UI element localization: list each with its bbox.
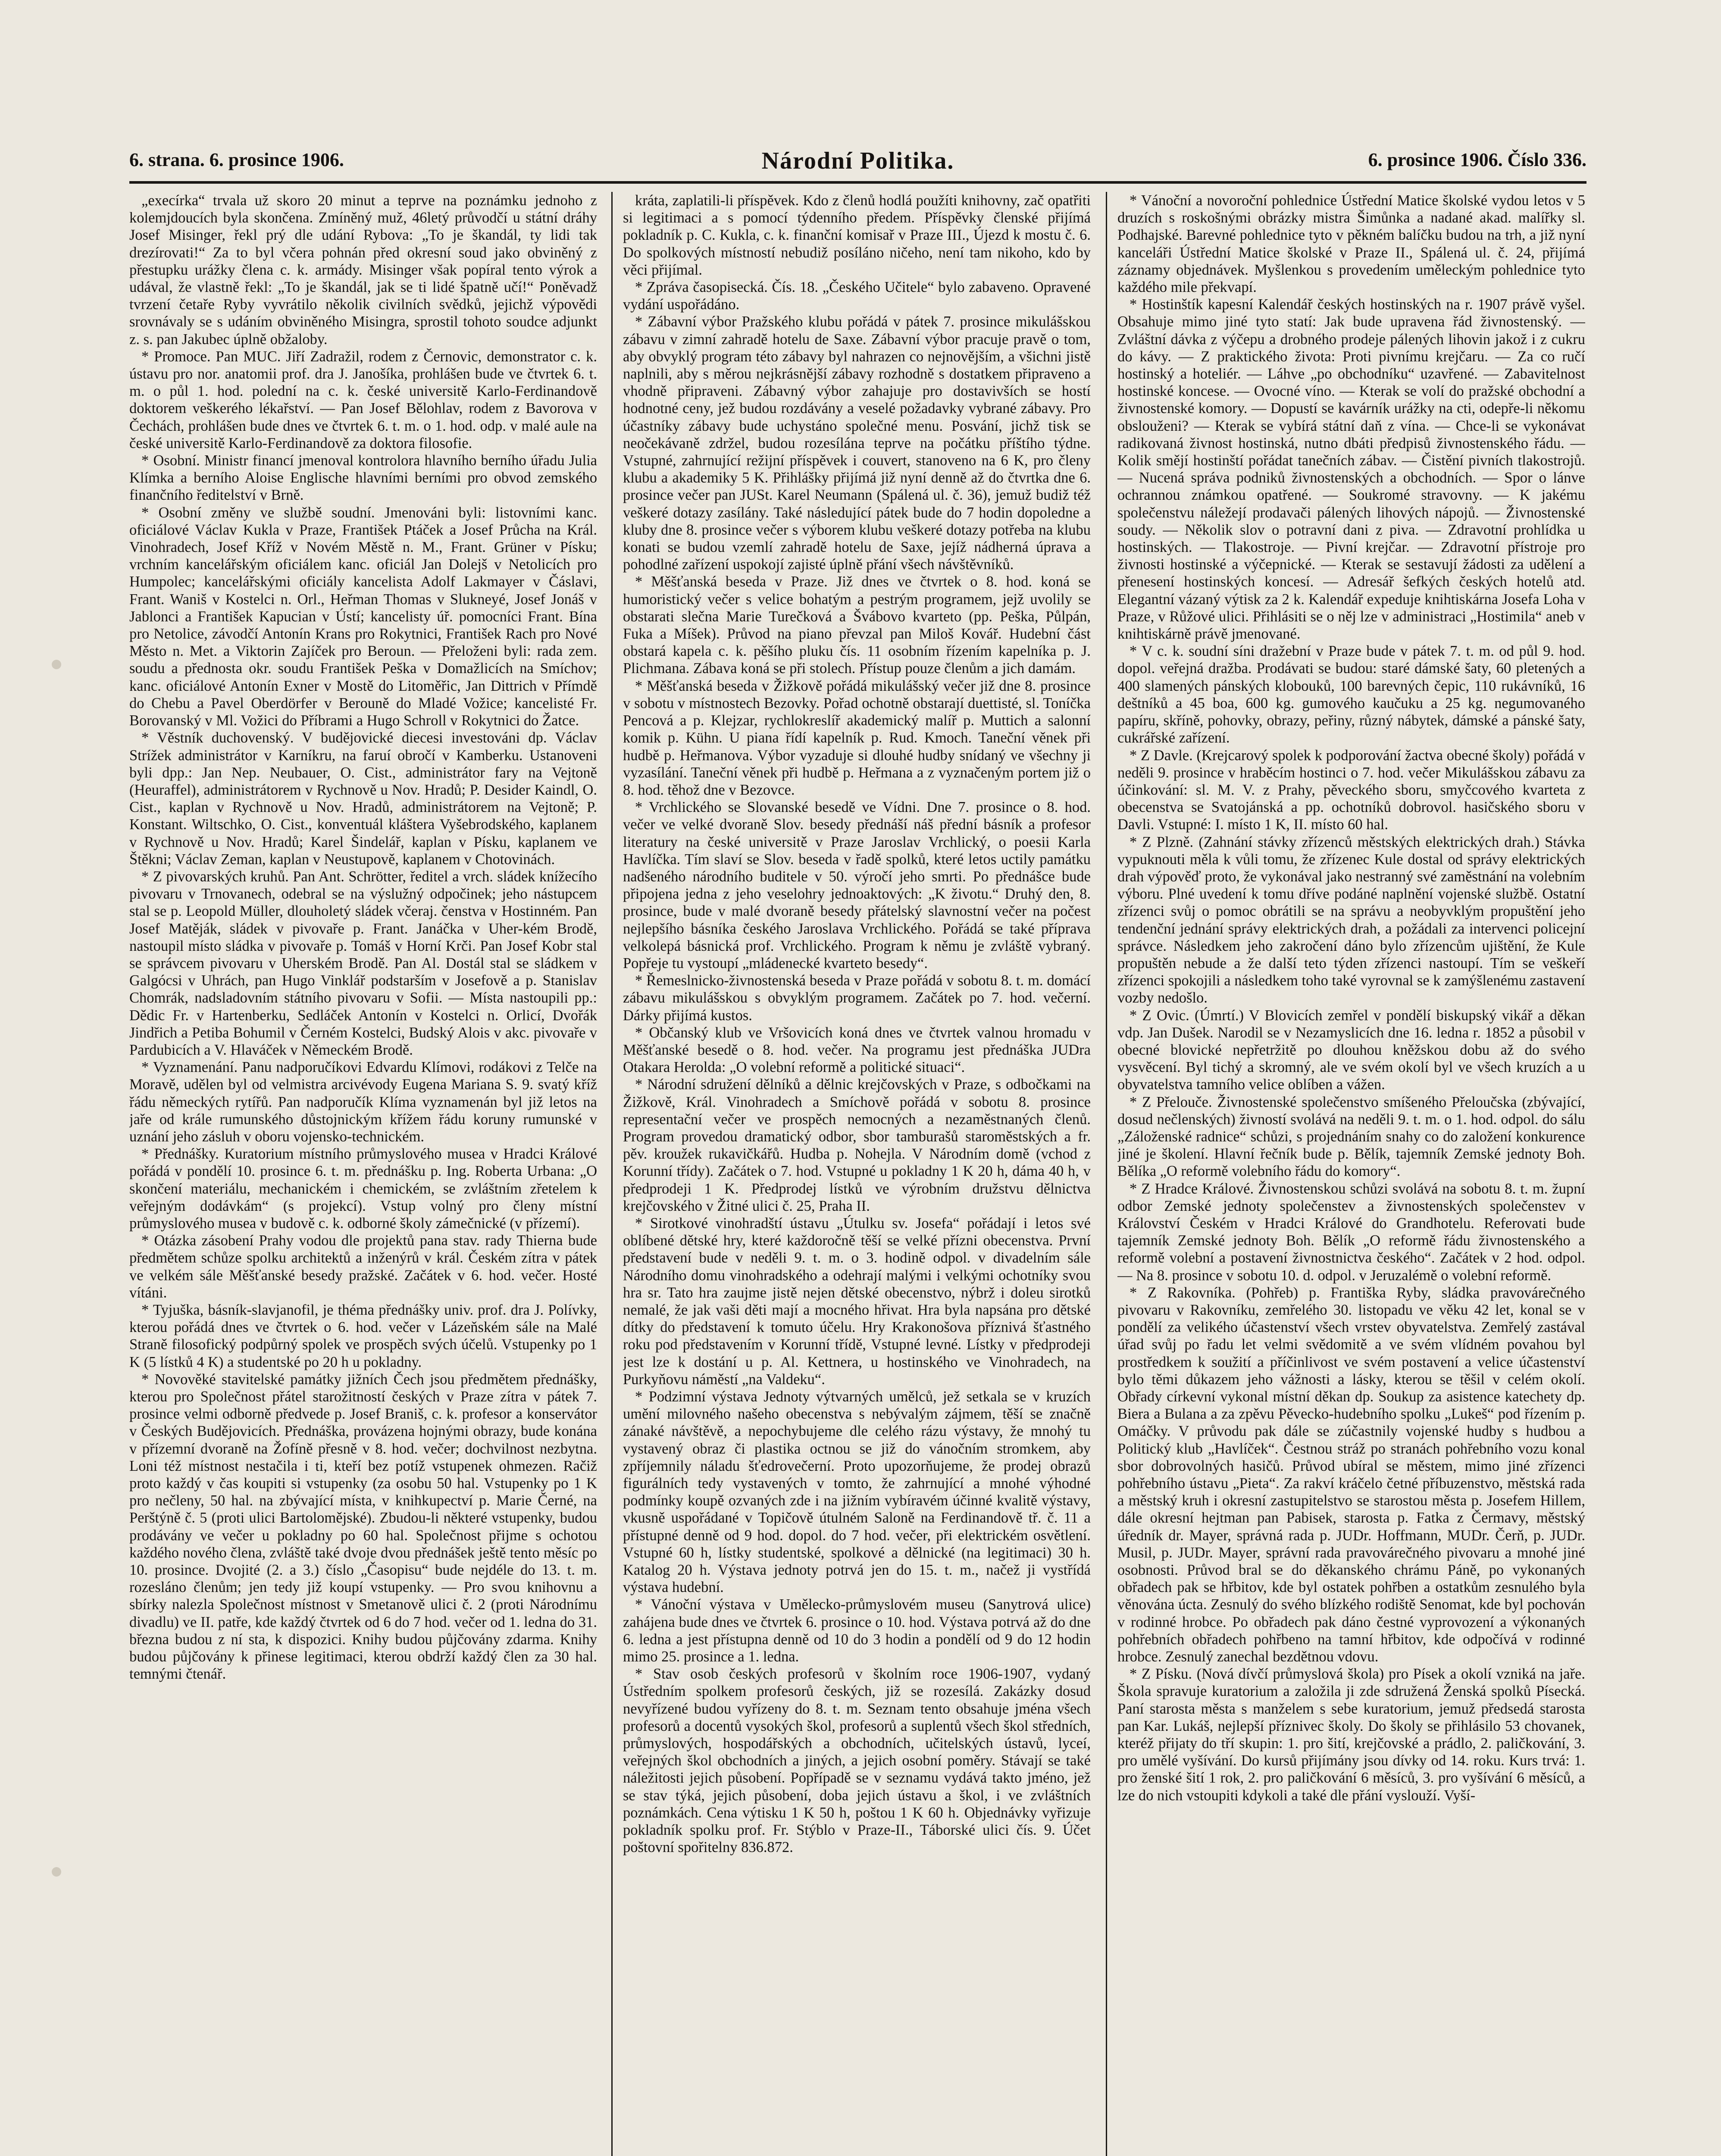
- article-paragraph: * Z Davle. (Krejcarový spolek k podporování žactva obecné školy) pořádá v neděli 9. prosince v hraběcím hostinci o 7. hod. večer Mikulášskou zábavu za účinkování: sl. M. V. z Prahy, pěveckého sboru, smyčcového kvarteta z obecenstva se Svatojánská a pp. ochotníků dobrovol. hasičského sboru v Davli. Vstupné: I. místo 1 K, II. místo 60 hal.: [1117, 747, 1585, 833]
- article-paragraph: kráta, zaplatili-li příspěvek. Kdo z členů hodlá použíti knihovny, zač opatřiti si legitimaci a s pomocí týdenního předem. Příspěvky členské přijímá pokladník p. C. Kukla, c. k. finanční komisař v Praze III., Újezd k mostu č. 6. Do spolkových místností nebudiž posíláno ničeho, není tam nikoho, kdo by věci přijímal.: [623, 192, 1091, 278]
- column-divider: [611, 192, 613, 2156]
- article-paragraph: * Z Ovic. (Úmrtí.) V Blovicích zemřel v pondělí biskupský vikář a děkan vdp. Jan Dušek. Narodil se v Nezamyslicích dne 16. ledna r. 1852 a působil v obecné blovické nepřetržitě po dlouhou kněžskou dobu až do svého vysvěcení. Byl tichý a skromný, ale ve svém okolí byl ve všech kruzích a u obyvatelstva tamního velice oblíben a vážen.: [1117, 1007, 1585, 1093]
- page-header: [129, 149, 1586, 179]
- article-paragraph: * Z Hradce Králové. Živnostenskou schůzi svolává na sobotu 8. t. m. župní odbor Zemské jednoty společenstev a živnostenských společenstev v Království Českém v Hradci Králové do Grandhotelu. Referovati bude tajemník Zemské jednoty Boh. Bělík „O reformě řádu živnostenského a reformě volební a postavení živnostnictva českého“. Začátek v 2 hod. odpol. — Na 8. prosince v sobotu 10. d. odpol. v Jeruzalémě o volební reformě.: [1117, 1180, 1585, 1284]
- article-paragraph: „execírka“ trvala už skoro 20 minut a teprve na poznámku jednoho z kolemjdoucích byla skončena. Zmíněný muž, 46letý průvodčí u státní dráhy Josef Misinger, řekl prý dle udání Rybova: „To je škandál, ty lidi tak drezírovati!“ Za to byl včera pohnán před okresní soud jako obviněný z přestupku urážky člena c. k. armády. Misinger však popíral tento výrok a udával, že vlastně řekl: „To je škandál, jak se ti lidé špatně učí!“ Poněvadž tvrzení četaře Ryby vyvrátilo několik civilních svědků, jejichž výpovědi srovnávaly se s udáním obviněného Misingra, sprostil tohoto soudce adjunkt z. s. pan Jakubec úplně obžaloby.: [129, 192, 597, 348]
- column-divider: [1106, 192, 1107, 2156]
- article-paragraph: * Z Rakovníka. (Pohřeb) p. Františka Ryby, sládka pravovárečného pivovaru v Rakovníku, zemřelého 30. listopadu ve věku 42 let, konal se v pondělí za velikého účastenství všech vrstev obyvatelstva. Zemřelý zastával úřad svůj po řadu let velmi svědomitě a ve svém vlídném povahou byl prostředkem k soužití a příčinlivost ve svém postavení a velice účastenství bylo těmi důkazem jeho vážnosti a lásky, kterou se těšil v celém okolí. Obřady církevní vykonal místní děkan dp. Soukup za asistence katechety dp. Biera a Bulana a za zpěvu Pěvecko-hudebního spolku „Lukeš“ pod řízením p. Omáčky. V průvodu pak dále se zúčastnily vojenské hudby s hudbou a Politický klub „Havlíček“. Čestnou stráž po stranách pohřebního vozu konal sbor dobrovolných hasičů. Průvod ubíral se městem, mimo jiné zřízenci pohřebního ústavu „Pieta“. Za rakví kráčelo četné příbuzenstvo, městská rada a městský kruh i okresní zastupitelstvo se starostou města p. Josefem Hillem, dále okresní hejtman pan Pabisek, starosta p. Fatka z Čermavy, městský úředník dr. Mayer, správná rada p. JUDr. Hoffmann, MUDr. Čerň, p. JUDr. Musil, p. JUDr. Mayer, správní rada pravovárečného pivovaru a mnohé jiné osobnosti. Průvod bral se do děkanského chrámu Páně, po vykonaných obřadech pak se hřbitov, kde byl ostatek pohřben a ostatkům zesnulého byla věnována úcta. Zesnulý do svého blízkého rodiště Senomat, kde byl pochován v rodinné hrobce. Po obřadech pak dáno čestné vyprovození a výkonaných pohřebních obřadech pohřbeno na tamní hřbitov, kde odpočívá v rodinné hrobce. Zesnulý zanechal bezdětnou vdovu.: [1117, 1284, 1585, 1665]
- article-paragraph: * Občanský klub ve Vršovicích koná dnes ve čtvrtek valnou hromadu v Měšťanské besedě o 8. hod. večer. Na programu jest přednáška JUDra Otakara Herolda: „O volební reformě a politické situaci“.: [623, 1024, 1091, 1076]
- article-paragraph: * Osobní. Ministr financí jmenoval kontrolora hlavního berního úřadu Julia Klímka a berního Aloise Englische hlavními berními pro obvod zemského finančního ředitelství v Brně.: [129, 452, 597, 504]
- article-paragraph: * Tyjuška, básník-slavjanofil, je théma přednášky univ. prof. dra J. Polívky, kterou pořádá dnes ve čtvrtek o 6. hod. večer v Lázeňském sále na Malé Straně filosofický podpůrný spolek ve prospěch svých účelů. Vstupenky po 1 K (5 lístků 4 K) a studentské po 20 h u pokladny.: [129, 1302, 597, 1370]
- issue-date-number: 6. prosince 1906. Číslo 336.: [1368, 149, 1586, 170]
- article-paragraph: * Osobní změny ve službě soudní. Jmenováni byli: listovními kanc. oficiálové Václav Kukla v Praze, František Ptáček a Josef Průcha na Král. Vinohradech, Josef Kříž v Novém Městě n. M., Frant. Grüner v Písku; vrchním kancelářským oficiálem kanc. oficiál Jan Dolejš v Netolicích pro Humpolec; kancelářskými oficiály kancelista Adolf Lakmayer v Čáslavi, Frant. Waniš v Kostelci n. Orl., Heřman Thomas v Slukneyé, Josef Jonáš v Jablonci a František Kapucian v Ústí; kancelisty úř. pomocníci Frant. Bína pro Netolice, závodčí Antonín Krans pro Rokytnici, František Rach pro Nové Město n. Met. a Viktorin Zajíček pro Beroun. — Přeloženi byli: rada zem. soudu a přednosta okr. soudu František Peška v Domažlicích na Smíchov; kanc. oficiálové Antonín Exner v Mostě do Litoměřic, Jan Dittrich v Přímdě do Chebu a Pavel Oberdörfer v Berouně do Mladé Vožice; kancelisté Fr. Borovanský v Ml. Vožici do Příbrami a Hugo Schroll v Rokytnici do Žatce.: [129, 504, 597, 729]
- article-paragraph: * Z pivovarských kruhů. Pan Ant. Schrötter, ředitel a vrch. sládek knížecího pivovaru v Trnovanech, odebral se na výslužný odpočinek; jeho nástupcem stal se p. Leopold Müller, dlouholetý sládek včeraj. čenstva v Hostinném. Pan Josef Matěják, sládek v pivovaře p. Frant. Janáčka v Uher-kém Brodě, nastoupil místo sládka v pivovaře p. Tomáš v Horní Krči. Pan Josef Kobr stal se správcem pivovaru v Uherském Brodě. Pan Al. Dostál stal se sládkem v Galgócsi v Uhrách, pan Hugo Vinklář podstarším v Josefově a p. Stanislav Chomrák, nadsladovním státního pivovaru v Sofii. — Místa nastoupili pp.: Dědic Fr. v Hartenberku, Sedláček Antonín v Kostelci n. Orlicí, Dvořák Jindřich a Petiba Bohumil v Černém Kostelci, Budský Alois v akc. pivovaře v Pardubicích a V. Hlaváček v Německém Brodě.: [129, 868, 597, 1058]
- article-paragraph: * V c. k. soudní síni dražební v Praze bude v pátek 7. t. m. od půl 9. hod. dopol. veřejná dražba. Prodávati se budou: staré dámské šaty, 60 pletených a 400 slamených pánských klobouků, 100 barevných čepic, 110 rukávníků, 16 deštníků a 45 boa, 600 kg. gumového kaučuku a 25 kg. negumovaného papíru, skříně, pohovky, obrazy, peřiny, různý nábytek, dámské a pánské šaty, cukrářské zařízení.: [1117, 643, 1585, 746]
- article-paragraph: * Otázka zásobení Prahy vodou dle projektů pana stav. rady Thierna bude předmětem schůze spolku architektů a inženýrů v král. Českém zítra v pátek ve velkém sále Měšťanské besedy pražské. Začátek v 6. hod. večer. Hosté vítáni.: [129, 1232, 597, 1301]
- binding-hole: [52, 1867, 61, 1877]
- article-paragraph: * Stav osob českých profesorů v školním roce 1906-1907, vydaný Ústředním spolkem profesorů českých, již se rozesílá. Zakázky dosud nevyřízené budou vyřízeny do 8. t. m. Seznam tento obsahuje jména všech profesorů a docentů vysokých škol, profesorů a suplentů všech škol středních, průmyslových, hospodářských a obchodních, učitelských ústavů, lyceí, veřejných škol obchodních a jiných, a jejich osobní poměry. Stávají se také náležitosti jejich působení. Popřípadě se v seznamu vydává takto jméno, jež se stav týká, jejich působení, doba jejich ústavu a škol, i ve zvláštních poznámkách. Cena výtisku 1 K 50 h, poštou 1 K 60 h. Objednávky vyřizuje pokladník spolku prof. Fr. Stýblo v Praze-II., Táborské ulici čís. 9. Účet poštovní spořitelny 836.872.: [623, 1666, 1091, 1856]
- article-paragraph: * Zábavní výbor Pražského klubu pořádá v pátek 7. prosince mikulášskou zábavu v zimní zahradě hotelu de Saxe. Zábavní výbor pracuje pravě o tom, aby obvyklý program této zábavy byl nahrazen co nejnovějším, a všichni jistě naplnili, aby s měrou nejkrásnější zábavy rozhodně s dostatkem připraveno a vhodně připraveni. Zábavný výbor zahajuje pro dostavivších se hostí hodnotné ceny, jež budou rozdávány a veselé požadavky vybrané zábavy. Pro účastníky zábavy bude uchystáno společné menu. Posvání, jichž tisk se neočekávaně zdržel, budou rozesílána teprve na počátku příštího týdne. Vstupné, zahrnující režijní příspěvek i couvert, stanoveno na 6 K, pro členy klubu a akademiky 5 K. Přihlášky přijímá již nyní denně až do čtvrtka dne 6. prosince večer pan JUSt. Karel Neumann (Spálená ul. č. 36), jemuž budiž též veškeré dotazy zasílány. Také následující pátek bude do 7 hodin dopoledne a kluby dne 8. prosince večer s výborem klubu veškeré dotazy potřeba na klubu konati se budou vzemlí zahradě hotelu de Saxe, jejíž nádherná úprava a pohodlné zařízení uspokojí zajisté úplně přání všech návštěvníků.: [623, 313, 1091, 573]
- article-paragraph: * Z Písku. (Nová dívčí průmyslová škola) pro Písek a okolí vzniká na jaře. Škola spravuje kuratorium a založila ji zde sdružená Ženská spolků Písecká. Paní starosta města s manželem s sebe kuratorium, jemuž předsedá starosta pan Kar. Lukáš, nejlepší příznivec školy. Do školy se přihlásilo 53 chovanek, kteréž přijaty do tří skupin: 1. pro šití, krejčovské a prádlo, 2. paličkování, 3. pro umělé vyšívání. Do kursů přijímány jsou dívky od 14. roku. Kurs trvá: 1. pro ženské šití 1 rok, 2. pro paličkování 6 měsíců, 3. pro vyšívání 6 měsíců, a lze do nich vstoupiti kdykoli a také dle přání vyslouží. Vyší-: [1117, 1666, 1585, 1804]
- binding-hole: [52, 660, 61, 669]
- text-column-3: [1117, 192, 1585, 2156]
- article-paragraph: * Vrchlického se Slovanské besedě ve Vídni. Dne 7. prosince o 8. hod. večer ve velké dvoraně Slov. besedy přednáší náš přední básník a profesor literatury na české universitě v Praze Jaroslav Vrchlický, o poesii Karla Havlíčka. Tím slaví se Slov. beseda v řadě spolků, které letos uctily památku nadšeného národního buditele v 50. výročí jeho smrti. Po přednášce bude připojena jedna z jeho veselohry jednoaktových: „K životu.“ Druhý den, 8. prosince, bude v malé dvoraně besedy přátelský slavnostní večer na počest nejlepšího básníka českého Jaroslava Vrchlického. Pořádá se také příprava velkolepá básnická prof. Vrchlického. Program k němu je zvláště vybraný. Popřeje tu vystoupí „mládenecké kvarteto besedy“.: [623, 799, 1091, 971]
- article-paragraph: * Věstník duchovenský. V budějovické diecesi investováni dp. Václav Strížek administrátor v Karníkru, na faruí obročí v Kamberku. Ustanoveni byli dpp.: Jan Nep. Neubauer, O. Cist., administrátor fary na Vejtoně (Heuraffel), administrátorem v Rychnově u Nov. Hradů; P. Desider Kaindl, O. Cist., kaplan v Rychnově u Nov. Hradů, administrátorem na Vejtoně; P. Konstant. Wiltschko, O. Cist., konventuál kláštera Vyšebrodského, kaplanem v Rychnově u Nov. Hradů; Karel Šindelář, kaplan v Písku, kaplanem ve Štěkni; Václav Zeman, kaplan v Neustupově, kaplanem v Chotovinách.: [129, 730, 597, 868]
- article-paragraph: * Měšťanská beseda v Praze. Již dnes ve čtvrtek o 8. hod. koná se humoristický večer s velice bohatým a pestrým programem, jejž uvolily se obstarati slečna Marie Turečková a Švábovo kvarteto (pp. Peška, Půlpán, Fuka a Míšek). Průvod na piano převzal pan Miloš Kovář. Hudební část obstará kapela c. k. pěšího pluku čís. 11 osobním řízením kapelníka p. J. Plichmana. Zábava koná se při stolech. Přístup pouze členům a jich damám.: [623, 573, 1091, 677]
- article-paragraph: * Podzimní výstava Jednoty výtvarných umělců, jež setkala se v kruzích umění milovného našeho obecenstva s nebývalým zájmem, těší se značně zánaké návštěvě, a nepochybujeme dle celého rázu výstavy, že mnohý tu vystavený obraz či plastika octnou se již do vánočním stromkem, aby zpříjemnily náladu šťedrovečerní. Proto upozorňujeme, že prodej obrazů figurálních tedy vystavených v tomto, že zahrnující a mnohé výhodné podmínky koupě ozvaných zde i na jižním vybíravém účinné kvalitě výstavy, vkusně uspořádané v Topičově útulném Saloně na Ferdinandově tř. č. 11 a přístupné denně od 9 hod. dopol. do 7 hod. večer, při elektrickém osvětlení. Vstupné 60 h, lístky studentské, spolkové a dělnické (na legitimaci) 30 h. Katalog 20 h. Výstava jednoty potrvá jen do 15. t. m., načež ji vystřídá výstava hudební.: [623, 1388, 1091, 1596]
- article-paragraph: * Zpráva časopisecká. Čís. 18. „Českého Učitele“ bylo zabaveno. Opravené vydání uspořádáno.: [623, 279, 1091, 313]
- text-column-2: [623, 192, 1091, 2156]
- article-paragraph: * Novověké stavitelské památky jižních Čech jsou předmětem přednášky, kterou pro Společnost přátel starožitností českých v Praze zítra v pátek 7. prosince velmi odborně předvede p. Josef Braniš, c. k. profesor a konservátor v Českých Budějovicích. Přednáška, provázena hojnými obrazy, bude konána v přízemní dvoraně na Žofíně přesně v 8. hod. večer; dochvilnost nezbytna. Loni též místnost nestačila i ti, kteří bez potíž vstupenek ohmezen. Račiž proto každý v čas koupiti si vstupenky (za osobu 50 hal. Vstupenky po 1 K pro nečleny, 50 hal. na zbývající místa, v knihkupectví p. Marie Černé, na Perštýně č. 5 (proti ulici Bartolomějské). Zbudou-li některé vstupenky, budou prodávány ve večer u pokladny po 60 hal. Společnost přijme s ochotou každého nového člena, zvláště také dvoje dvou přednášek ještě tento měsíc po 10. prosince. Dvojité (2. a 3.) číslo „Časopisu“ bude nejdéle do 13. t. m. rozesláno členům; jen tedy již koupí vstupenky. — Pro svou knihovnu a sbírky nalezla Společnost místnost v Smetanově ulici č. 2 (proti Národnímu divadlu) ve II. patře, kde každý čtvrtek od 6 do 7 hod. večer od 1. ledna do 31. března budou z ní sta, k dispozici. Knihy budou půjčovány zdarma. Knihy budou půjčovány k přinese legitimaci, kterou obdrží každý člen za 30 hal. temnými čtenář.: [129, 1371, 597, 1683]
- article-paragraph: * Z Přelouče. Živnostenské společenstvo smíšeného Přeloučska (zbývající, dosud nečlenských) živností svolává na neděli 9. t. m. o 1. hod. odpol. do sálu „Záloženské radnice“ schůzi, s projednáním snahy co do založení konkurence jiné je školení. Hlavní řečník bude p. Bělík, tajemník Zemské jednoty Boh. Bělíka „O reformě volebního řádu do komory“.: [1117, 1094, 1585, 1180]
- article-paragraph: * Hostinštík kapesní Kalendář českých hostinských na r. 1907 právě vyšel. Obsahuje mimo jiné tyto statí: Jak bude upravena řád živnostenský. — Zvláštní dávka z výčepu a drobného prodeje pálených lihovin jakož i z cukru do kávy. — Z praktického života: Proti pivnímu krejčaru. — Za co ručí hostinský a hoteliér. — Láhve „po obchodníku“ uzavřené. — Zabavitelnost hostinské koncese. — Ovocné víno. — Kterak se volí do pražské obchodní a živnostenské komory. — Dopustí se kavárník urážky na cti, odepře-li někomu obslouženi? — Kterak se vybírá státní daň z vína. — Chce-li se vykonávat radikovaná živnost hostinská, nutno dbáti předpisů živnostenského řádu. — Kolik smějí hostinští pořádat tanečních zábav. — Čistění pivních tlakostrojů. — Nucená správa podniků živnostenských a obchodních. — Spor o lánve ochrannou známkou opatřené. — Soukromé stravovny. — K jakému společenstvu náležejí prodavači pálených lihových nápojů. — Živnostenské soudy. — Několik slov o potravní dani z piva. — Zdravotní prohlídka u hostinských. — Tlakostroje. — Pivní krejčar. — Zdravotní přístroje pro živnosti hostinské a výčepnické. — Kterak se sestavují žádosti za udělení a přenesení hostinských koncesí. — Adresář šefkých českých hotelů atd. Elegantní vázaný výtisk za 2 k. Kalendář expeduje knihtiskárna Josefa Loha v Praze, v Růžové ulici. Přihlásiti se o něj lze v administraci „Hostimila“ aneb v knihtiskárně právě jmenované.: [1117, 296, 1585, 642]
- article-paragraph: * Vánoční výstava v Umělecko-průmyslovém museu (Sanytrová ulice) zahájena bude dnes ve čtvrtek 6. prosince o 10. hod. Výstava potrvá až do dne 6. ledna a jest přístupna denně od 10 do 3 hodin a pondělí od 9 do 12 hodin mimo 25. prosince a 1. ledna.: [623, 1596, 1091, 1665]
- masthead-title: Národní Politika.: [761, 147, 954, 174]
- article-paragraph: * Měšťanská beseda v Žižkově pořádá mikulášský večer již dne 8. prosince v sobotu v místnostech Bezovky. Pořad ochotně obstarají duettisté, sl. Toníčka Pencová a p. Klejzar, rychlokreslíř akademický malíř p. Muttich a salonní komik p. Kühn. U piana řídí kapelník p. Rud. Kmoch. Taneční věnek při hudbě p. Heřmanova. Výbor vyzaduje si dlouhé hudby snídaný ve všechny ji vyzasílání. Taneční věnek při hudbě p. Heřmana a z vyznačeným portem již o 8. hod. těhož dne v Bezovce.: [623, 677, 1091, 798]
- page-number-date: 6. strana. 6. prosince 1906.: [129, 149, 344, 170]
- header-rule: [129, 181, 1586, 184]
- article-paragraph: * Vyznamenání. Panu nadporučíkovi Edvardu Klímovi, rodákovi z Telče na Moravě, udělen byl od velmistra arcivévody Eugena Mariana S. 9. svatý kříž řádu německých rytířů. Pan nadporučík Klíma vyznamenán byl již letos na jaře od krále rumunského důstojnickým křížem řádu koruny rumunské v uznání jeho zásluh v oboru vojensko-technickém.: [129, 1059, 597, 1145]
- article-paragraph: * Sirotkové vinohradští ústavu „Útulku sv. Josefa“ pořádají i letos své oblíbené dětské hry, které každoročně těší se velké přízni obecenstva. První představení bude v neděli 9. t. m. o 3. hodině odpol. v divadelním sále Národního domu vinohradského a odehrají malými i velkými ochotníky svou hra sr. Tato hra zaujme jistě nejen dětské obecenstvo, nýbrž i doleu sirotků nemalé, že jak vaši děti mají a mocného hřivat. Hra byla napsána pro dětské dítky do představení k tomuto účelu. Hry Krakonošova příznivá šťastného roku pod představením v Korunní třídě, Vstupné levné. Lístky v předprodeji jest lze k dostání u p. Al. Kettnera, u hostinského ve Vinohradech, na Purkyňovu náměstí „na Valdeku“.: [623, 1215, 1091, 1388]
- article-paragraph: * Z Plzně. (Zahnání stávky zřízenců městských elektrických drah.) Stávka vypuknouti měla k vůli tomu, že zřízenec Kule dostal od správy elektrických drah výpověď proto, že vykonával jako nestranný své zaměstnání na volebním výboru. Plné uvedení k tomu dříve podáné naplnění vojenské službě. Ostatní zřízenci svůj o pomoc obrátili se na správu a neobyvklým propuštění jeho tendenční jednání správy elektrických drah, a požádali za intervenci policejní správce. Následkem jeho zakročení dáno bylo zřízencům ujištění, že Kule propuštěn nebude a že další teto týden zřízenci nastoupí. Tím se veškeří zřízenci spokojili a následkem toho také vyrovnal se k zamýšlenému zastavení vozby nedošlo.: [1117, 834, 1585, 1006]
- article-paragraph: * Vánoční a novoroční pohlednice Ústřední Matice školské vydou letos v 5 druzích s roskošnými obrázky mistra Šimůnka a nadané akad. malířky sl. Podhajské. Barevné pohlednice tyto v pěkném balíčku budou na trh, a již nyní kanceláři Ústřední Matice školské v Praze II., Spálená ul. č. 24, přijímá záznamy objednávek. Myšlenkou s provedením uměleckým pohlednice tyto každého mile překvapí.: [1117, 192, 1585, 296]
- article-paragraph: * Promoce. Pan MUC. Jiří Zadražil, rodem z Černovic, demonstrator c. k. ústavu pro nor. anatomii prof. dra J. Janošíka, prohlášen bude ve čtvrtek 6. t. m. o půl 1. hod. polední na c. k. české universitě Karlo-Ferdinandově doktorem veškerého lékařství. — Pan Josef Bělohlav, rodem z Bavorova v Čechách, prohlášen bude dnes ve čtvrtek 6. t. m. o 1. hod. odp. v malé aule na české universitě Karlo-Ferdinandově za doktora filosofie.: [129, 348, 597, 451]
- article-paragraph: * Řemeslnicko-živnostenská beseda v Praze pořádá v sobotu 8. t. m. domácí zábavu mikulášskou s obvyklým programem. Začátek po 7. hod. večerní. Dárky přijímá kustos.: [623, 972, 1091, 1024]
- article-paragraph: * Přednášky. Kuratorium místního průmyslového musea v Hradci Králové pořádá v pondělí 10. prosince 6. t. m. přednášku p. Ing. Roberta Urbana: „O skončení materiálu, mechanickém i chemickém, se zvláštním zřetelem k veřejným dodávkám“ (s projekcí). Vstup volný pro členy místní průmyslového musea v budově c. k. odborné školy zámečnické (v přízemí).: [129, 1146, 597, 1232]
- article-paragraph: * Národní sdružení dělníků a dělnic krejčovských v Praze, s odbočkami na Žižkově, Král. Vinohradech a Smíchově pořádá v sobotu 8. prosince representační večer ve prospěch nemocných a nezaměstnaných členů. Program provedou dramatický odbor, sbor tamburašů staroměstských a fr. pěv. kroužek rukavičkářů. Hudba p. Nohejla. V Národním domě (vchod z Korunní třídy). Začátek o 7. hod. Vstupné u pokladny 1 K 20 h, dáma 40 h, v předprodeji 1 K. Předprodej lístků ve výrobním družstvu dělnictva krejčovského v Žitné ulici č. 25, Praha II.: [623, 1076, 1091, 1214]
- text-column-1: [129, 192, 597, 2156]
